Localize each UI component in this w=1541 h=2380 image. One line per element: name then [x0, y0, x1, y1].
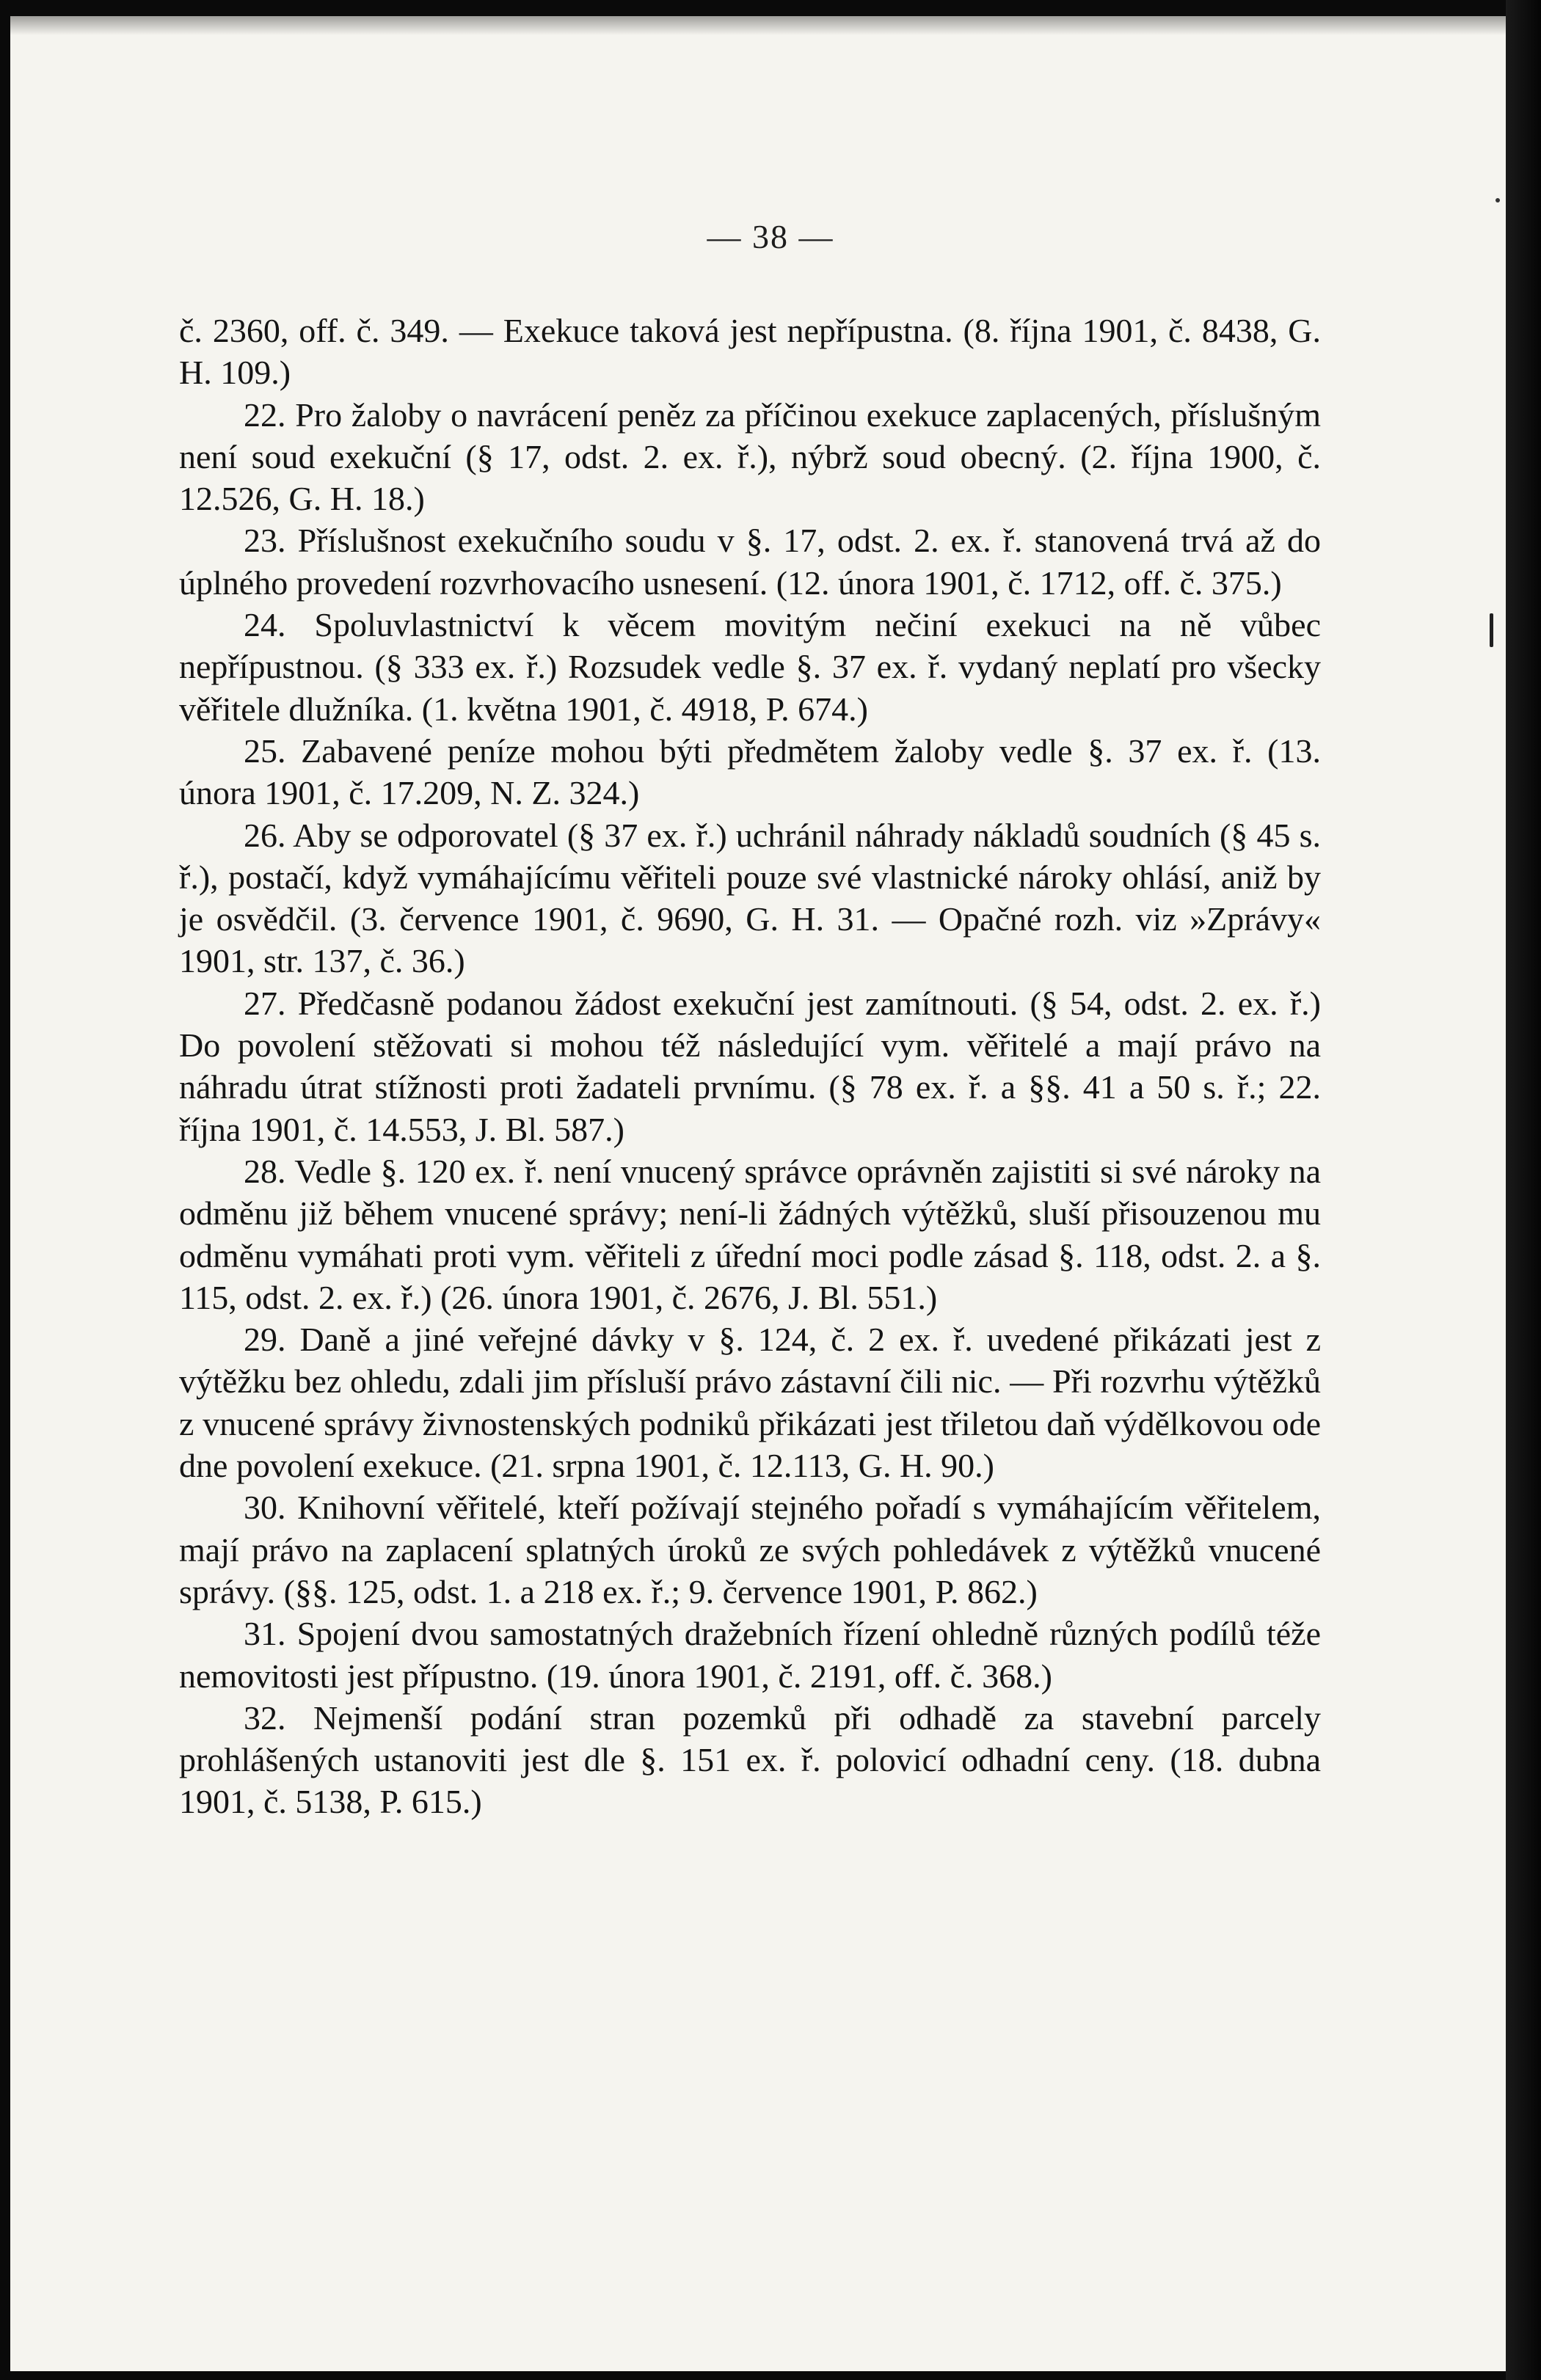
paragraph-32: 32. Nejmenší podání stran pozemků při odhadě za stavební parcely prohlášených ustanoviti jest dle §. 151 ex. ř. polovicí odhadní ceny. (18. dubna 1901, č. 5138, P. 615.) [179, 1698, 1321, 1821]
paragraph-27: 27. Předčasně podanou žádost exekuční jest zamítnouti. (§ 54, odst. 2. ex. ř.) Do povolení stěžovati si mohou též následující vym. věřitelé a mají právo na náhradu útrat stížnosti proti žadateli prvnímu. (§ 78 ex. ř. a §§. 41 a 50 s. ř.; 22. října 1901, č. 14.553, J. Bl. 587.) [179, 984, 1321, 1148]
paragraph-22: 22. Pro žaloby o navrácení peněz za příčinou exekuce zaplacených, příslušným není soud exekuční (§ 17, odst. 2. ex. ř.), nýbrž soud obecný. (2. října 1900, č. 12.526, G. H. 18.) [179, 395, 1321, 518]
paragraph-28: 28. Vedle §. 120 ex. ř. není vnucený správce oprávněn zajistiti si své nároky na odměnu již během vnucené správy; není-li žádných výtěžků, sluší přisouzenou mu odměnu vymáhati proti vym. věřiteli z úřední moci podle zásad §. 118, odst. 2. a §. 115, odst. 2. ex. ř.) (26. února 1901, č. 2676, J. Bl. 551.) [179, 1152, 1321, 1316]
paragraph-30: 30. Knihovní věřitelé, kteří požívají stejného pořadí s vymáhajícím věřitelem, mají právo na zaplacení splatných úroků ze svých pohledávek z výtěžků vnucené správy. (§§. 125, odst. 1. a 218 ex. ř.; 9. července 1901, P. 862.) [179, 1489, 1321, 1610]
margin-dot [1496, 198, 1500, 202]
paragraph-23: 23. Příslušnost exekučního soudu v §. 17, odst. 2. ex. ř. stanovená trvá až do úplného provedení rozvrhovacího usnesení. (12. února 1901, č. 1712, off. č. 375.) [179, 522, 1321, 602]
page-number: — 38 — [707, 218, 834, 255]
paragraph-31: 31. Spojení dvou samostatných dražebních řízení ohledně různých podílů téže nemovitosti jest přípustno. (19. února 1901, č. 2191, off. č. 368.) [179, 1615, 1321, 1695]
paragraph-29: 29. Daně a jiné veřejné dávky v §. 124, č. 2 ex. ř. uvedené přikázati jest z výtěžku bez ohledu, zdali jim přísluší právo zástavní čili nic. — Při rozvrhu výtěžků z vnucené správy živnostenských podniků přikázati jest třiletou daň výdělkovou ode dne povolení exekuce. (21. srpna 1901, č. 12.113, G. H. 90.) [179, 1321, 1321, 1485]
paragraph-25: 25. Zabavené peníze mohou býti předmětem žaloby vedle §. 37 ex. ř. (13. února 1901, č. 17.209, N. Z. 324.) [179, 731, 1321, 812]
paragraph-26: 26. Aby se odporovatel (§ 37 ex. ř.) uchránil náhrady nákladů soudních (§ 45 s. ř.), postačí, když vymáhajícímu věřiteli pouze své vlastnické nároky ohlásí, aniž by je osvědčil. (3. července 1901, č. 9690, G. H. 31. — Opačné rozh. viz »Zprávy« 1901, str. 137, č. 36.) [179, 816, 1321, 980]
body-text [179, 310, 1321, 1823]
margin-mark [1490, 613, 1493, 647]
paragraph-24: 24. Spoluvlastnictví k věcem movitým nečiní exekuci na ně vůbec nepřípustnou. (§ 333 ex. ř.) Rozsudek vedle §. 37 ex. ř. vydaný neplatí pro všecky věřitele dlužníka. (1. května 1901, č. 4918, P. 674.) [179, 606, 1321, 728]
scan-border-right [1506, 0, 1541, 2380]
paragraph-continuation: č. 2360, off. č. 349. — Exekuce taková jest nepřípustna. (8. října 1901, č. 8438, G. H. 109.) [179, 312, 1321, 392]
top-edge-shadow [10, 16, 1506, 35]
